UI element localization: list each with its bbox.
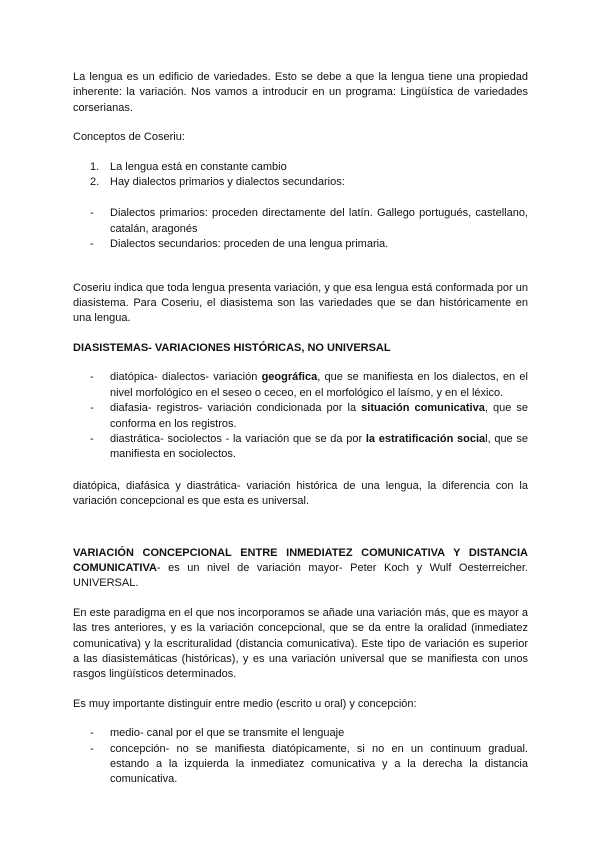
medio-list	[73, 726, 528, 788]
variacion-concepcional-paragraph	[73, 546, 528, 592]
importante-paragraph: Es muy importante distinguir entre medio (escrito u oral) y concepción:	[73, 697, 417, 710]
list-item-text: diastrática- sociolectos - la variación que se da por la estratificación social, que se manifiesta en sociolectos.	[110, 432, 528, 461]
list-item	[73, 432, 528, 463]
emphasis: la estratificación socia	[365, 432, 486, 445]
variacion-heading: VARIACIÓN CONCEPCIONAL ENTRE INMEDIATEZ COMUNICATIVA Y DISTANCIA COMUNICATIVA	[73, 546, 528, 574]
list-marker: -	[90, 238, 94, 251]
diatopica-paragraph: diatópica, diafásica y diastrática- variación histórica de una lengua, la diferencia con la variación concepcional es que esta es universal.	[73, 479, 528, 508]
list-marker: 2.	[90, 176, 100, 189]
list-item	[73, 726, 528, 741]
emphasis: geográfica	[261, 371, 318, 384]
paradigma-paragraph: En este paradigma en el que nos incorporamos se añade una variación más, que es mayor a las tres anteriores, y es la variación concepcional, que se da entre la oralidad (inmediatez comunicativa) y la escrituralidad (distancia comunicativa). Este tipo de variación es superior a las diasistemáticas (históricas), y es una variación universal que se manifiesta con unos rasgos lingüísticos determinados.	[73, 606, 528, 681]
list-marker: -	[90, 207, 94, 220]
list-marker: 1.	[90, 160, 100, 173]
intro-paragraph: La lengua es un edificio de variedades. Esto se debe a que la lengua tiene una propiedad inherente: la variación. Nos vamos a introducir en un programa: Lingüística de variedades corserianas.	[73, 71, 528, 114]
list-item-text: La lengua está en constante cambio	[110, 160, 287, 173]
coseriu-paragraph: Coseriu indica que toda lengua presenta variación, y que esa lengua está conformada por un diasistema. Para Coseriu, el diasistema son las variedades que se dan históricamente en una lengua.	[73, 281, 528, 325]
numbered-list	[73, 160, 528, 191]
list-marker: -	[90, 432, 94, 445]
list-item-text: Hay dialectos primarios y dialectos secundarios:	[110, 176, 345, 189]
emphasis: situación comunicativa	[361, 402, 485, 415]
list-item	[73, 370, 528, 401]
list-item-text: Dialectos primarios: proceden directamente del latín. Gallego portugués, castellano, catalán, aragonés	[110, 207, 528, 235]
list-marker: -	[90, 742, 94, 755]
list-item	[73, 175, 528, 190]
diasistemas-heading: DIASISTEMAS- VARIACIONES HISTÓRICAS, NO UNIVERSAL	[73, 341, 391, 354]
list-item-text: medio- canal por el que se transmite el lenguaje	[110, 727, 345, 740]
list-item	[73, 160, 528, 175]
list-item-text: diafasia- registros- variación condicionada por la situación comunicativa, que se conforma en los registros.	[110, 402, 528, 430]
list-item	[73, 237, 528, 252]
list-item-text: diatópica- dialectos- variación geográfica, que se manifiesta en los dialectos, en el nivel morfológico en el seseo o ceceo, en el morfológico el laísmo, y en el léxico.	[110, 371, 528, 399]
variaciones-list	[73, 370, 528, 462]
list-marker: -	[90, 402, 94, 415]
list-item	[73, 206, 528, 237]
list-marker: -	[90, 371, 94, 384]
list-marker: -	[90, 727, 94, 740]
conceptos-title: Conceptos de Coseriu:	[73, 131, 185, 144]
list-item-text: Dialectos secundarios: proceden de una lengua primaria.	[110, 238, 389, 251]
list-item-text: concepción- no se manifiesta diatópicamente, si no en un continuum gradual. estando a la izquierda la inmediatez comunicativa y a la derecha la distancia comunicativa.	[110, 742, 528, 786]
list-item	[73, 401, 528, 432]
document-page	[73, 70, 528, 788]
variacion-rest: - es un nivel de variación mayor- Peter Koch y Wulf Oesterreicher. UNIVERSAL.	[73, 561, 528, 590]
list-item	[73, 742, 528, 788]
dialectos-list	[73, 206, 528, 252]
